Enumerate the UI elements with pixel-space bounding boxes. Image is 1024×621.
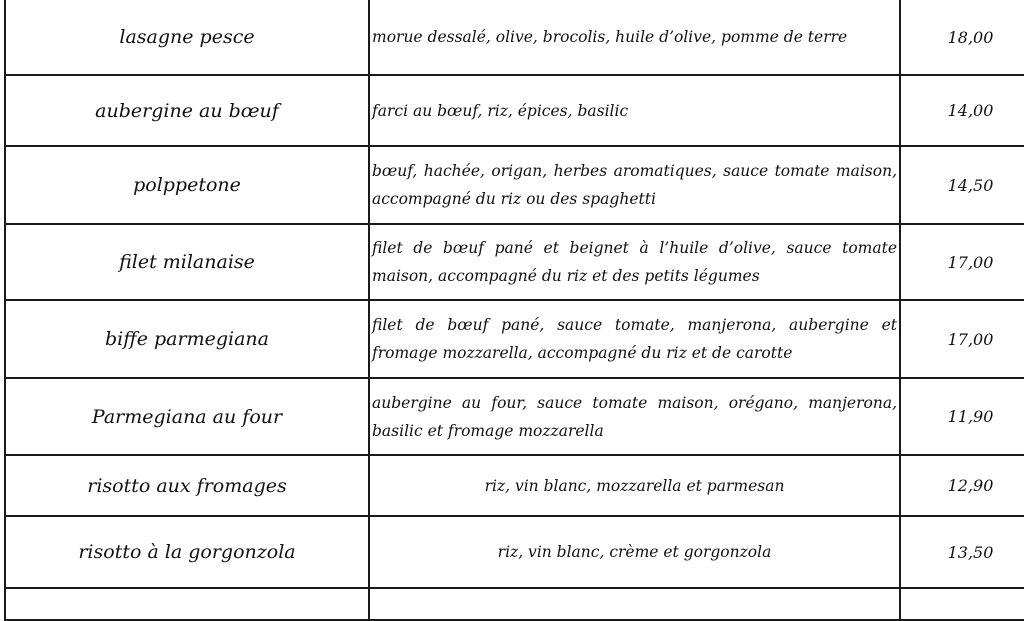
dish-price: 11,90 (900, 378, 1024, 455)
dish-price: 18,00 (900, 0, 1024, 75)
dish-price: 14,50 (900, 146, 1024, 224)
table-row (5, 146, 1024, 224)
dish-description: filet de bœuf pané, sauce tomate, manjerona, aubergine et fromage mozzarella, accompagné du riz et de carotte (369, 300, 900, 378)
dish-price: 12,90 (900, 455, 1024, 516)
dish-name: filet milanaise (5, 224, 369, 300)
dish-description: riz, vin blanc, crème et gorgonzola (369, 516, 900, 588)
dish-price: 17,00 (900, 300, 1024, 378)
dish-name: biffe parmegiana (5, 300, 369, 378)
table-row (5, 516, 1024, 588)
table-row (5, 378, 1024, 455)
table-row (5, 224, 1024, 300)
table-row (5, 300, 1024, 378)
dish-description: bœuf, hachée, origan, herbes aromatiques, sauce tomate maison, accompagné du riz ou des spaghetti (369, 146, 900, 224)
dish-name: polppetone (5, 146, 369, 224)
dish-description: morue dessalé, olive, brocolis, huile d’olive, pomme de terre (369, 0, 900, 75)
dish-price: 13,50 (900, 516, 1024, 588)
dish-description: filet de bœuf pané et beignet à l’huile d’olive, sauce tomate maison, accompagné du riz et des petits légumes (369, 224, 900, 300)
table-row (5, 455, 1024, 516)
dish-price: 17,00 (900, 224, 1024, 300)
table-row (5, 0, 1024, 75)
table-row (5, 588, 1024, 620)
empty-cell (900, 588, 1024, 620)
table-row (5, 75, 1024, 146)
dish-name: risotto aux fromages (5, 455, 369, 516)
dish-description: riz, vin blanc, mozzarella et parmesan (369, 455, 900, 516)
dish-name: lasagne pesce (5, 0, 369, 75)
dish-description: aubergine au four, sauce tomate maison, orégano, manjerona, basilic et fromage mozzarella (369, 378, 900, 455)
dish-name: aubergine au bœuf (5, 75, 369, 146)
dish-name: Parmegiana au four (5, 378, 369, 455)
empty-cell (369, 588, 900, 620)
menu-table (4, 0, 1024, 621)
dish-price: 14,00 (900, 75, 1024, 146)
empty-cell (5, 588, 369, 620)
dish-description: farci au bœuf, riz, épices, basilic (369, 75, 900, 146)
dish-name: risotto à la gorgonzola (5, 516, 369, 588)
